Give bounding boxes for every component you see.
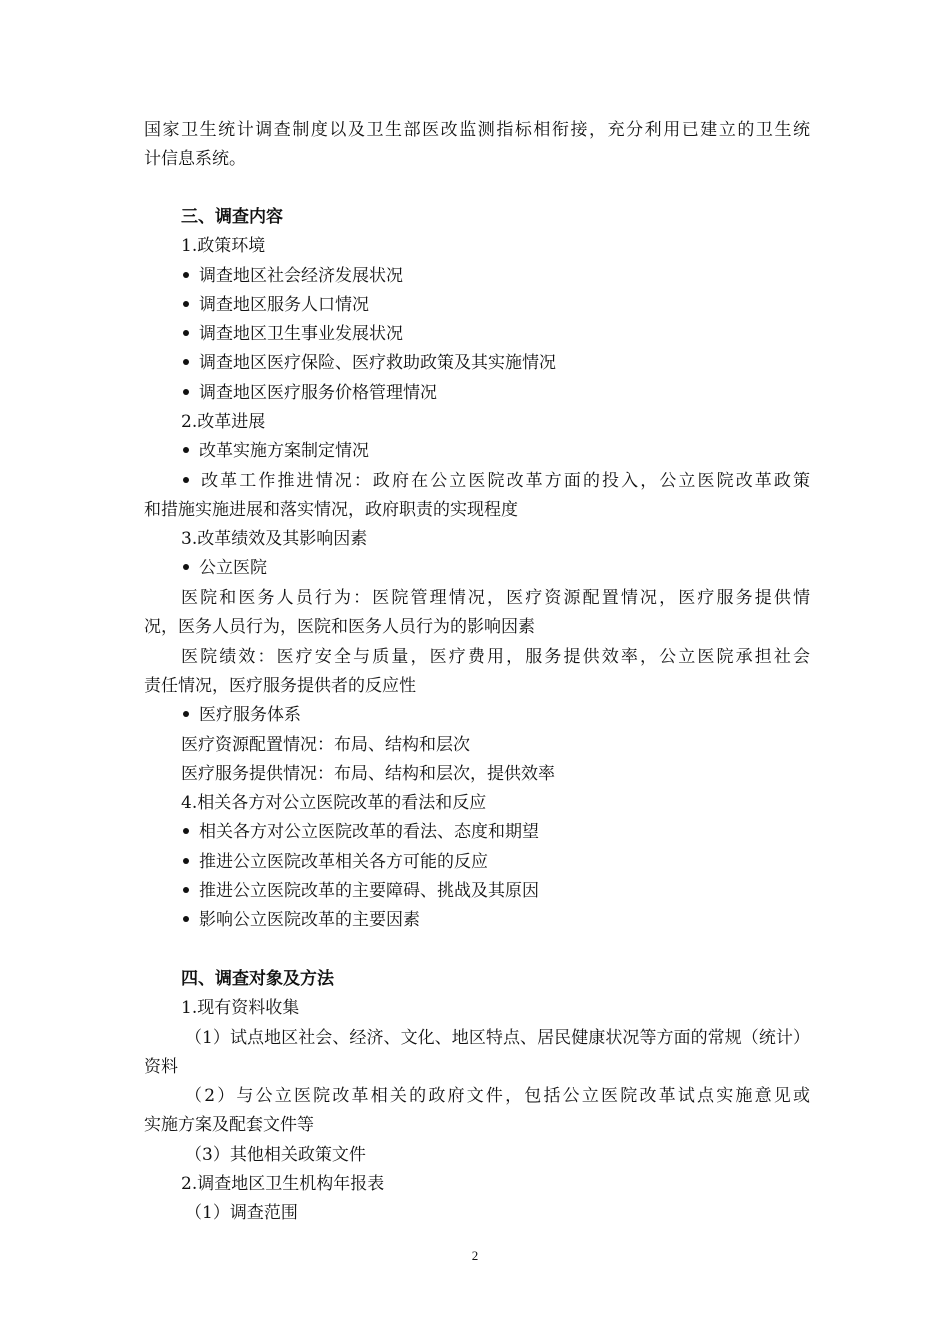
bullet-icon [183, 330, 189, 336]
bullet-icon [183, 272, 189, 278]
bullet-item: 调查地区卫生事业发展状况 [183, 320, 810, 349]
bullet-icon [183, 389, 189, 395]
paragraph-line: 况，医务人员行为，医院和医务人员行为的影响因素 [144, 617, 535, 637]
paragraph-line: （1）试点地区社会、经济、文化、地区特点、居民健康状况等方面的常规（统计） [185, 1028, 810, 1048]
paragraph-line: 资料 [144, 1057, 178, 1077]
page-number: 2 [471, 1248, 479, 1263]
paragraph-line: 计信息系统。 [144, 149, 246, 169]
paragraph-line: 医疗资源配置情况：布局、结构和层次 [181, 735, 470, 755]
bullet-item: 调查地区服务人口情况 [183, 291, 810, 320]
bullet-icon [183, 711, 189, 717]
bullet-item: 推进公立医院改革的主要障碍、挑战及其原因 [183, 877, 810, 906]
bullet-item: 调查地区医疗服务价格管理情况 [183, 379, 810, 408]
paragraph-line: 国家卫生统计调查制度以及卫生部医改监测指标相衔接，充分利用已建立的卫生统 [144, 120, 810, 140]
paragraph-line: 医院绩效：医疗安全与质量，医疗费用，服务提供效率，公立医院承担社会 [181, 647, 810, 667]
subsection-heading: 1.现有资料收集 [181, 998, 300, 1018]
bullet-item: 公立医院 [183, 554, 810, 583]
bullet-icon [183, 359, 189, 365]
bullet-icon [183, 887, 189, 893]
paragraph-line: 医院和医务人员行为：医院管理情况，医疗资源配置情况，医疗服务提供情 [181, 588, 810, 608]
bullet-item: 相关各方对公立医院改革的看法、态度和期望 [183, 818, 810, 847]
bullet-item: 改革实施方案制定情况 [183, 437, 810, 466]
paragraph-line: （2）与公立医院改革相关的政府文件，包括公立医院改革试点实施意见或 [185, 1086, 810, 1106]
section-heading: 四、调查对象及方法 [181, 969, 334, 989]
subsection-heading: 4.相关各方对公立医院改革的看法和反应 [181, 793, 487, 813]
bullet-item: 医疗服务体系 [183, 701, 810, 730]
paragraph-line: （3）其他相关政策文件 [185, 1145, 366, 1165]
subsection-heading: 2.改革进展 [181, 412, 266, 432]
bullet-icon [183, 828, 189, 834]
bullet-icon [183, 301, 189, 307]
subsection-heading: 3.改革绩效及其影响因素 [181, 529, 368, 549]
paragraph-line: 医疗服务提供情况：布局、结构和层次，提供效率 [181, 764, 555, 784]
bullet-icon [183, 858, 189, 864]
bullet-item: 调查地区社会经济发展状况 [183, 262, 810, 291]
bullet-icon [183, 564, 189, 570]
section-heading: 三、调查内容 [181, 207, 283, 227]
bullet-item: 改革工作推进情况：政府在公立医院改革方面的投入，公立医院改革政策 [183, 467, 810, 496]
subsection-heading: 2.调查地区卫生机构年报表 [181, 1174, 385, 1194]
bullet-item: 影响公立医院改革的主要因素 [183, 906, 810, 935]
bullet-item: 推进公立医院改革相关各方可能的反应 [183, 848, 810, 877]
bullet-icon [183, 477, 189, 483]
bullet-icon [183, 447, 189, 453]
paragraph-line: 和措施实施进展和落实情况，政府职责的实现程度 [144, 500, 518, 520]
subsection-heading: 1.政策环境 [181, 236, 266, 256]
bullet-item: 调查地区医疗保险、医疗救助政策及其实施情况 [183, 349, 810, 378]
paragraph-line: 实施方案及配套文件等 [144, 1115, 314, 1135]
paragraph-line: （1）调查范围 [185, 1203, 298, 1223]
paragraph-line: 责任情况，医疗服务提供者的反应性 [144, 676, 416, 696]
bullet-icon [183, 916, 189, 922]
